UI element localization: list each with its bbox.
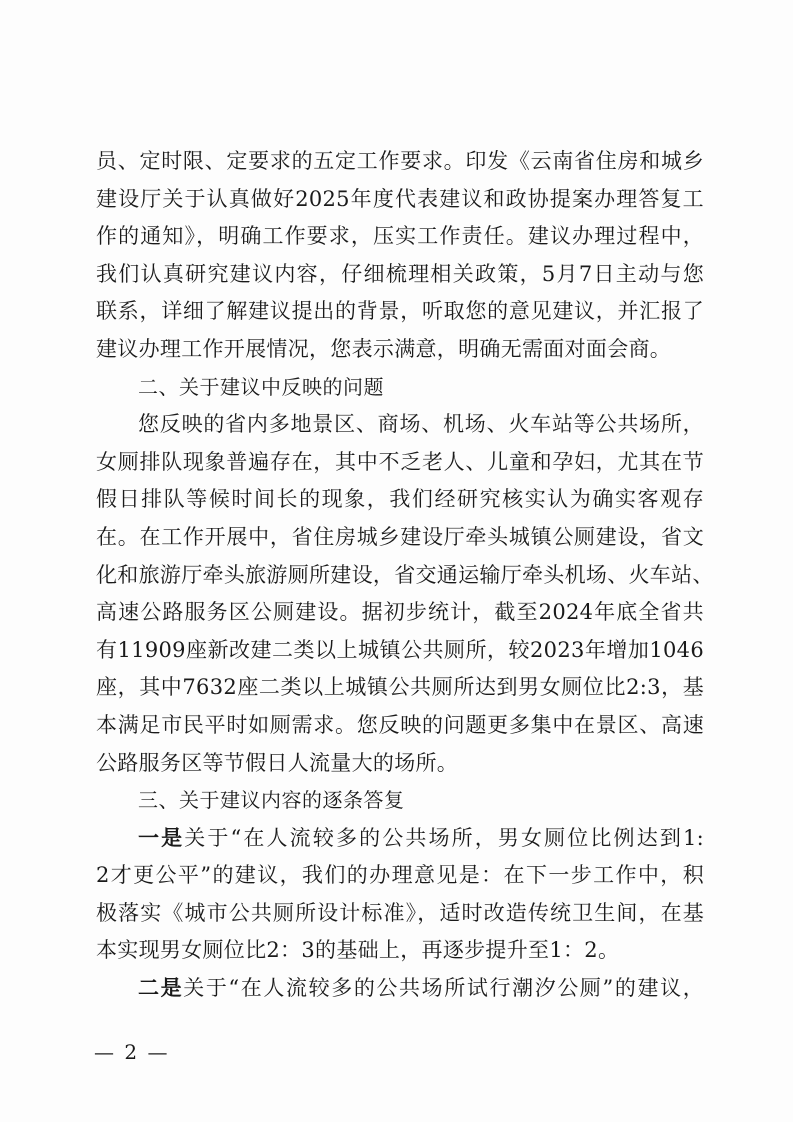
text-line: 座，其中7632座二类以上城镇公共厕所达到男女厕位比2:3，基 — [96, 675, 704, 700]
text-line — [96, 970, 704, 1008]
text-line: 您反映的省内多地景区、商场、机场、火车站等公共场所， — [138, 412, 704, 437]
reply-item-2 — [96, 970, 704, 1008]
text-line: 本满足市民平时如厕需求。您反映的问题更多集中在景区、高速 — [96, 712, 704, 737]
item-lead: 二是 — [138, 976, 184, 1001]
text-line: 建议办理工作开展情况，您表示满意，明确无需面对面会商。 — [96, 336, 672, 361]
text-line: 建设厅关于认真做好2025年度代表建议和政协提案办理答复工 — [96, 186, 704, 211]
text-line: 我们认真研究建议内容，仔细梳理相关政策，5月7日主动与您 — [96, 261, 704, 286]
document-body — [96, 143, 714, 1008]
text-line: 女厕排队现象普遍存在，其中不乏老人、儿童和孕妇，尤其在节 — [96, 449, 704, 474]
item-lead: 一是 — [138, 825, 185, 850]
paragraph-work-process — [96, 143, 704, 369]
reply-item-1 — [96, 820, 704, 970]
text-line: 极落实《城市公共厕所设计标准》，适时改造传统卫生间，在基 — [96, 900, 704, 925]
text-line: 联系，详细了解建议提出的背景，听取您的意见建议，并汇报了 — [96, 299, 704, 324]
text-line: 本实现男女厕位比2：3的基础上，再逐步提升至1：2。 — [96, 938, 620, 963]
section-heading-issues: 二、关于建议中反映的问题 — [138, 374, 384, 399]
page-number: — 2 — — [94, 1040, 170, 1064]
text-line: 在。在工作开展中，省住房城乡建设厅牵头城镇公厕建设，省文 — [96, 524, 704, 549]
text-line: 公路服务区等节假日人流量大的场所。 — [96, 750, 459, 775]
text-line: 2才更公平”的建议，我们的办理意见是：在下一步工作中，积 — [96, 863, 704, 888]
text-line: 员、定时限、定要求的五定工作要求。印发《云南省住房和城乡 — [96, 149, 704, 173]
text-line: 化和旅游厅牵头旅游厕所建设，省交通运输厅牵头机场、火车站、 — [96, 562, 714, 587]
item-text: 关于“在人流较多的公共场所，男女厕位比例达到1: — [184, 825, 704, 850]
text-line: 作的通知》，明确工作要求，压实工作责任。建议办理过程中， — [96, 224, 704, 249]
paragraph-issues — [96, 406, 714, 782]
section-heading-replies: 三、关于建议内容的逐条答复 — [138, 788, 405, 813]
text-line: 高速公路服务区公厕建设。据初步统计，截至2024年底全省共 — [96, 600, 704, 625]
text-line: 有11909座新改建二类以上城镇公共厕所，较2023年增加1046 — [96, 637, 704, 662]
text-line: 假日排队等候时间长的现象，我们经研究核实认为确实客观存 — [96, 487, 704, 512]
item-text: 关于“在人流较多的公共场所试行潮汐公厕”的建议， — [183, 976, 704, 1001]
text-line — [96, 820, 704, 858]
